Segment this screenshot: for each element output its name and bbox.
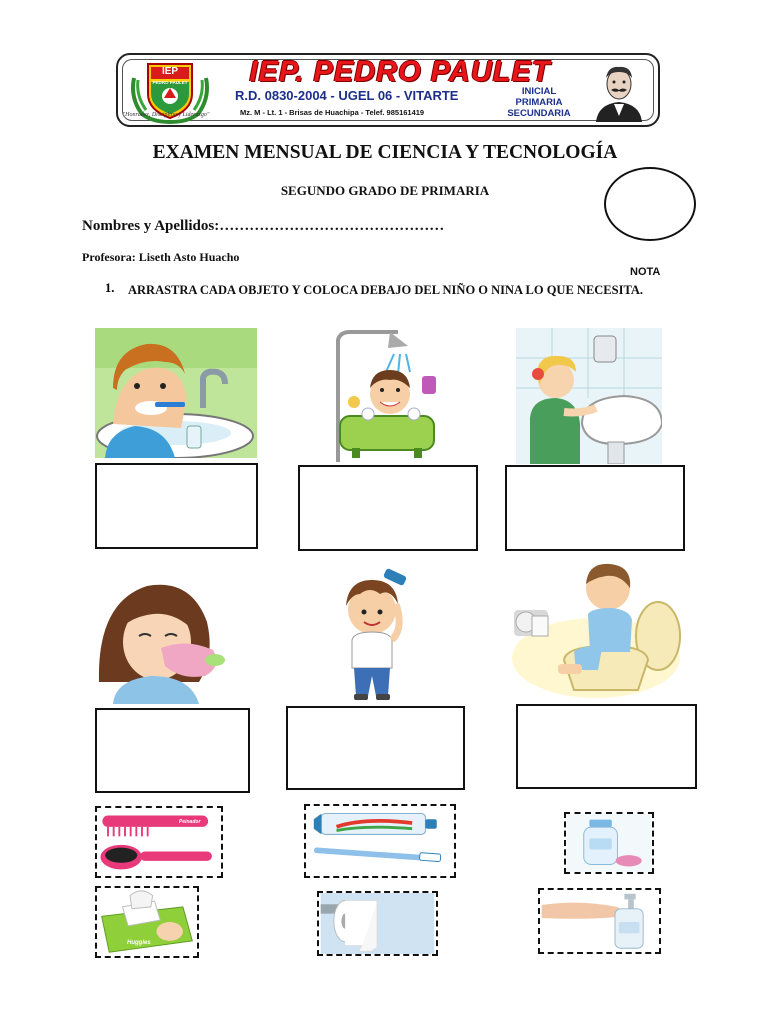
student-name-field[interactable]: Nombres y Apellidos:……………………………………… — [82, 218, 445, 234]
answer-box-2[interactable] — [298, 465, 478, 551]
grade-subtitle: SEGUNDO GRADO DE PRIMARIA — [280, 183, 490, 198]
address-text: Mz. M - Lt. 1 - Brisas de Huachipa - Telef. 985161419 — [240, 108, 425, 117]
item-hand-sanitizer[interactable] — [538, 888, 661, 954]
scene-boy-on-toilet — [512, 560, 682, 704]
item-wet-wipes[interactable] — [95, 886, 199, 958]
item-toilet-paper[interactable] — [317, 891, 438, 956]
shield-subtitle: PEDRO PAULET — [152, 80, 188, 85]
school-motto: "Honradez, Disciplina y Liderazgo" — [122, 112, 210, 118]
scene-girl-washing-hands — [516, 328, 662, 464]
item-toothpaste-and-toothbrush[interactable] — [304, 804, 456, 878]
grade-circle — [604, 167, 696, 241]
nota-label: NOTA — [630, 266, 661, 278]
answer-box-1[interactable] — [95, 463, 258, 549]
teacher-name: Profesora: Liseth Asto Huacho — [82, 250, 240, 264]
scene-boy-bathing — [328, 328, 443, 462]
wipes-brand-label: Huggies — [127, 940, 151, 946]
level-inicial: INICIAL — [521, 86, 557, 97]
item-soap-bottle[interactable] — [564, 812, 654, 874]
item-comb-and-brush[interactable] — [95, 806, 223, 878]
level-primaria: PRIMARIA — [515, 97, 563, 108]
level-secundaria: SECUNDARIA — [507, 108, 571, 119]
answer-box-4[interactable] — [95, 708, 250, 793]
scene-boy-brushing-teeth — [95, 328, 257, 458]
exam-title: EXAMEN MENSUAL DE CIENCIA Y TECNOLOGÍA — [152, 142, 618, 163]
question-number: 1. — [105, 281, 115, 295]
answer-box-5[interactable] — [286, 706, 465, 790]
resolution-text: R.D. 0830-2004 - UGEL 06 - VITARTE — [235, 88, 459, 103]
scene-girl-blowing-nose — [95, 572, 233, 704]
school-name: IEP. PEDRO PAULET — [249, 56, 551, 88]
answer-box-6[interactable] — [516, 704, 697, 789]
answer-box-3[interactable] — [505, 465, 685, 551]
question-text — [106, 281, 706, 299]
scene-boy-combing-hair — [332, 568, 412, 702]
question-text-content: ARRASTRA CADA OBJETO Y COLOCA DEBAJO DEL NIÑO O NINA LO QUE NECESITA. — [128, 283, 644, 297]
founder-portrait — [588, 60, 650, 122]
shield-title: IEP — [161, 66, 179, 77]
comb-brand-label: Peinador — [179, 819, 201, 825]
